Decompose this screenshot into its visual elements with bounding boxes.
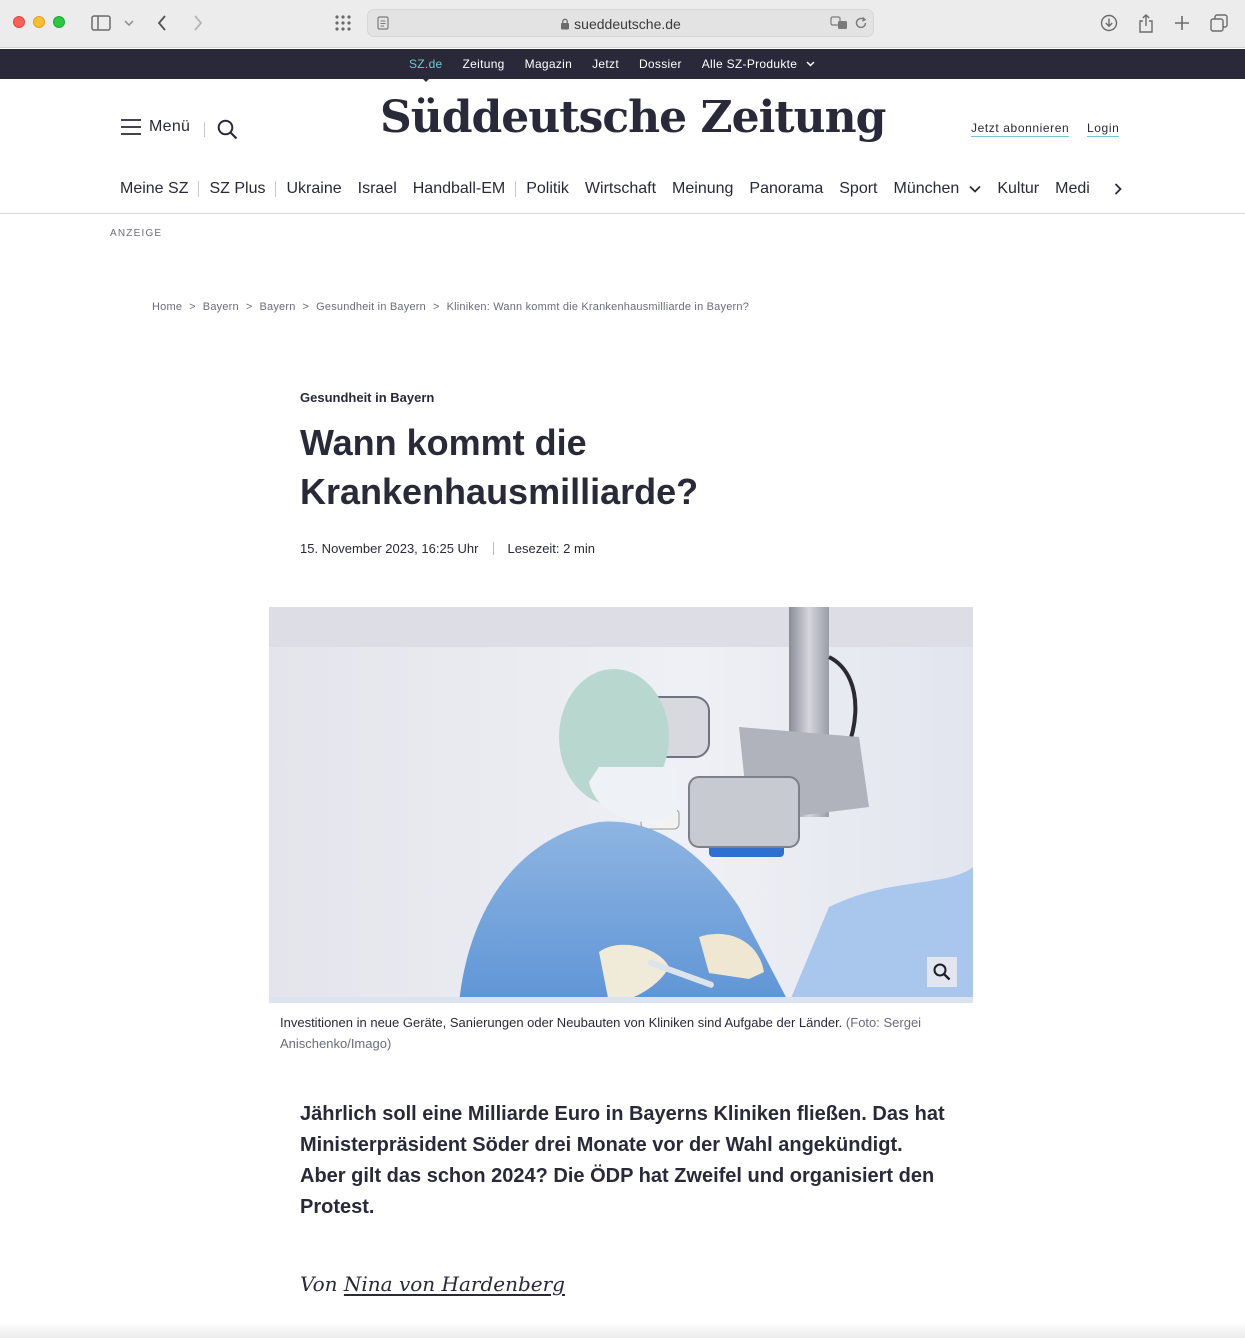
address-bar[interactable]: [367, 9, 874, 37]
zoom-window-button[interactable]: [53, 16, 65, 28]
product-link-dossier[interactable]: Dossier: [638, 57, 682, 71]
product-link-szde[interactable]: SZ.de: [409, 57, 443, 71]
browser-toolbar: [0, 0, 1245, 48]
new-tab-icon[interactable]: [1171, 10, 1193, 36]
zoom-image-button[interactable]: [927, 957, 957, 987]
byline-prefix: Von: [300, 1272, 338, 1296]
lock-icon: [560, 17, 570, 33]
reading-time: Lesezeit: 2 min: [507, 541, 595, 556]
breadcrumb-gesundheit[interactable]: Gesundheit in Bayern: [316, 301, 426, 313]
article-teaser: Jährlich soll eine Milliarde Euro in Bayerns Kliniken fließen. Das hat Ministerpräsident Söder drei Monate vor der Wahl angekündigt. Aber gilt das schon 2024? Die ÖDP hat Zweifel und organisiert den Protest.: [300, 1103, 945, 1218]
menu-label: Menü: [149, 118, 191, 135]
nav-divider: [515, 181, 516, 197]
nav-item-sz-plus[interactable]: SZ Plus: [209, 180, 266, 197]
all-products-label: Alle SZ-Produkte: [701, 57, 798, 71]
nav-item-meinung[interactable]: Meinung: [672, 180, 734, 197]
photo-credit: (Foto: Sergei Anischenko/Imago): [280, 1015, 922, 1051]
nav-item-ukraine[interactable]: Ukraine: [286, 180, 342, 197]
chevron-down-icon: [806, 61, 815, 67]
nav-item-panorama[interactable]: Panorama: [749, 180, 824, 197]
nav-item-wirtschaft[interactable]: Wirtschaft: [584, 180, 657, 197]
nav-divider: [275, 181, 276, 197]
reload-icon[interactable]: [854, 16, 868, 35]
share-icon[interactable]: [1135, 10, 1157, 36]
byline: [300, 1272, 565, 1296]
article-kicker: Gesundheit in Bayern: [300, 390, 435, 405]
author-link[interactable]: Nina von Hardenberg: [343, 1272, 565, 1296]
tab-overview-grid-icon[interactable]: [332, 10, 354, 36]
back-icon[interactable]: [152, 10, 172, 36]
search-icon[interactable]: [217, 119, 238, 145]
article-meta: [300, 541, 595, 556]
subscribe-link[interactable]: Jetzt abonnieren: [971, 121, 1070, 135]
forward-icon[interactable]: [188, 10, 208, 36]
nav-scroll-right-button[interactable]: [1090, 176, 1122, 202]
breadcrumb-home[interactable]: Home: [152, 301, 183, 313]
caption-text: Investitionen in neue Geräte, Sanierungen oder Neubauten von Kliniken sind Aufgabe der Länder.: [280, 1015, 843, 1030]
section-navigation: [120, 178, 1120, 200]
bottom-fade: [0, 1322, 1245, 1338]
ad-label: ANZEIGE: [110, 228, 163, 239]
nav-item-meine-sz[interactable]: Meine SZ: [120, 180, 189, 197]
breadcrumb-bayern-2[interactable]: Bayern: [259, 301, 296, 313]
nav-item-politik[interactable]: Politik: [526, 180, 569, 197]
nav-item-muenchen[interactable]: [894, 180, 982, 198]
header-divider-line: [0, 213, 1245, 214]
tabs-overview-icon[interactable]: [1208, 10, 1230, 36]
url-label: sueddeutsche.de: [574, 16, 681, 32]
minimize-window-button[interactable]: [33, 16, 45, 28]
breadcrumb-bayern[interactable]: Bayern: [202, 301, 239, 313]
article-date: 15. November 2023, 16:25 Uhr: [300, 541, 479, 556]
translate-icon[interactable]: [830, 16, 848, 35]
hamburger-icon: [121, 118, 141, 136]
sz-logo[interactable]: Süddeutsche Zeitung: [380, 92, 886, 143]
login-link[interactable]: Login: [1087, 121, 1120, 135]
breadcrumb: Home > Bayern > Bayern > Gesundheit in Bayern > Kliniken: Wann kommt die Krankenhausmilliarde in Bayern?: [152, 301, 750, 313]
close-window-button[interactable]: [13, 16, 25, 28]
article-image[interactable]: [269, 607, 973, 1003]
menu-button[interactable]: [121, 118, 190, 136]
image-caption: [280, 1012, 960, 1054]
nav-item-sport[interactable]: Sport: [839, 180, 878, 197]
download-icon[interactable]: [1098, 10, 1120, 36]
chevron-right-icon: [1114, 183, 1122, 195]
url-text: [368, 16, 873, 33]
nav-item-handball-em[interactable]: Handball-EM: [412, 180, 506, 197]
nav-item-israel[interactable]: Israel: [357, 180, 397, 197]
magnifier-icon: [933, 963, 951, 981]
chevron-down-icon[interactable]: [121, 10, 137, 36]
meta-divider: [493, 542, 494, 555]
header-divider: [204, 122, 205, 137]
product-link-magazin[interactable]: Magazin: [524, 57, 573, 71]
article-headline: Wann kommt die Krankenhausmilliarde?: [300, 422, 699, 512]
breadcrumb-current: Kliniken: Wann kommt die Krankenhausmilliarde in Bayern?: [446, 301, 750, 313]
product-link-all-products[interactable]: [702, 57, 816, 71]
sidebar-toggle-icon[interactable]: [88, 10, 114, 36]
nav-item-kultur[interactable]: Kultur: [997, 180, 1040, 197]
chevron-down-icon: [969, 185, 981, 193]
nav-item-medien[interactable]: Medi: [1055, 180, 1090, 197]
product-link-zeitung[interactable]: Zeitung: [462, 57, 505, 71]
nav-item-muenchen-label: München: [893, 180, 960, 197]
sz-product-bar: [0, 49, 1245, 79]
product-link-jetzt[interactable]: Jetzt: [592, 57, 619, 71]
nav-divider: [198, 181, 199, 197]
